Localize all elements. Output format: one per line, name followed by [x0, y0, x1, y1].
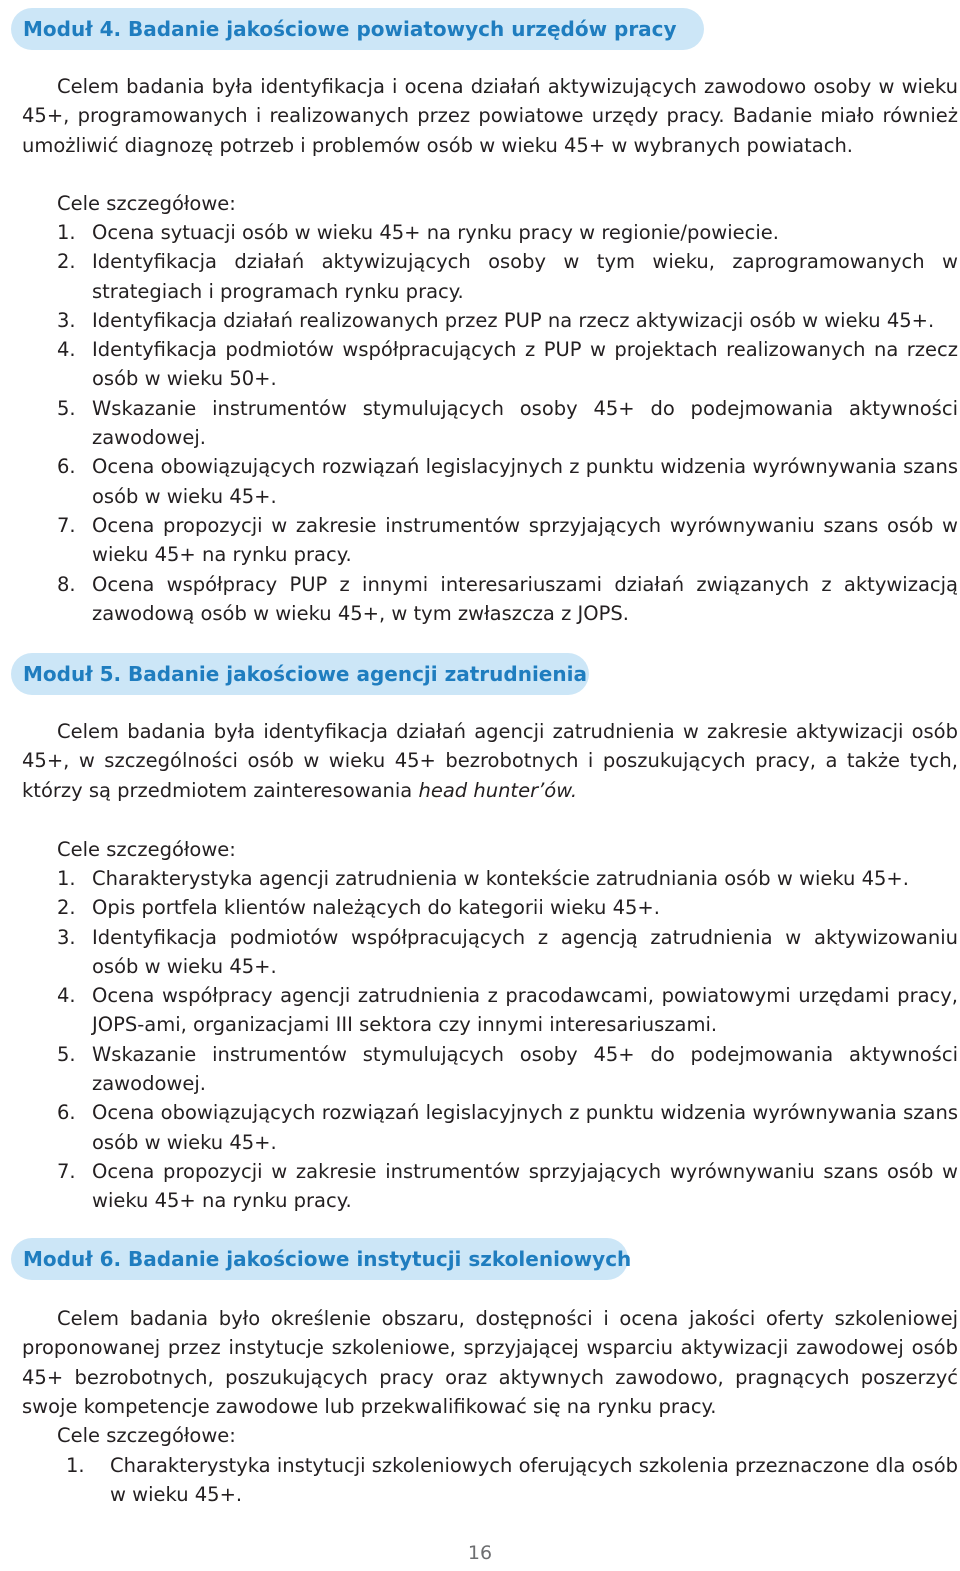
list-item: 3. Identyfikacja podmiotów współpracujących z agencją zatrudnienia w aktywizowaniu osób w wieku 45+.	[57, 925, 958, 978]
list-item: 6. Ocena obowiązujących rozwiązań legislacyjnych z punktu widzenia wyrównywania szans osób w wieku 45+.	[57, 455, 958, 508]
module-5-intro: Celem badania była identyfikacja działań agencji zatrudnienia w zakresie aktywizacji osób 45+, w szczególności osób w wieku 45+ bezrobotnych i poszukujących pracy, a także tych, którzy są przedmiotem zainteresowania head hunter’ów.	[22, 720, 958, 802]
list-item: 4. Ocena współpracy agencji zatrudnienia z pracodawcami, powiatowymi urzędami pracy, JOPS-ami, organizacjami III sektora czy innymi interesariuszami.	[57, 984, 958, 1037]
list-item: 7. Ocena propozycji w zakresie instrumentów sprzyjających wyrównywaniu szans osób w wieku 45+ na rynku pracy.	[57, 513, 958, 567]
list-item: 3. Identyfikacja działań realizowanych przez PUP na rzecz aktywizacji osób w wieku 45+.	[57, 308, 935, 332]
list-item: 6. Ocena obowiązujących rozwiązań legislacyjnych z punktu widzenia wyrównywania szans osób w wieku 45+.	[57, 1101, 958, 1154]
page-number: 16	[467, 1542, 493, 1564]
module-6-heading: Moduł 6. Badanie jakościowe instytucji szkoleniowych	[11, 1238, 628, 1280]
list-item: 8. Ocena współpracy PUP z innymi interesariuszami działań związanych z aktywizacją zawodową osób w wieku 45+, w tym zwłaszcza z JOPS.	[57, 572, 958, 625]
list-item: 7. Ocena propozycji w zakresie instrumentów sprzyjających wyrównywaniu szans osób w wieku 45+ na rynku pracy.	[57, 1159, 958, 1213]
module-4-intro: Celem badania była identyfikacja i ocena działań aktywizujących zawodowo osoby w wieku 45+, programowanych i realizowanych przez powiatowe urzędy pracy. Badanie miało również umożliwić diagnozę potrzeb i problemów osób w wieku 45+ w wybranych powiatach.	[22, 75, 958, 157]
list-item: 1. Ocena sytuacji osób w wieku 45+ na rynku pracy w regionie/powiecie.	[57, 221, 779, 244]
list-item: 5. Wskazanie instrumentów stymulujących osoby 45+ do podejmowania aktywności zawodowej.	[57, 396, 958, 450]
module-5-heading: Moduł 5. Badanie jakościowe agencji zatrudnienia	[11, 653, 589, 695]
module-4-goals-label: Cele szczegółowe:	[57, 192, 236, 215]
module-4-heading: Moduł 4. Badanie jakościowe powiatowych urzędów pracy	[11, 8, 704, 50]
list-item: 1. Charakterystyka instytucji szkoleniowych oferujących szkolenia przeznaczone dla osób w wieku 45+.	[66, 1454, 958, 1507]
module-6-goals-label: Cele szczegółowe:	[57, 1424, 236, 1447]
list-item: 1. Charakterystyka agencji zatrudnienia w kontekście zatrudniania osób w wieku 45+.	[57, 867, 909, 890]
module-6-intro: Celem badania było określenie obszaru, dostępności i ocena jakości oferty szkoleniowej proponowanej przez instytucje szkoleniowe, sprzyjającej wsparciu aktywizacji zawodowej osób 45+ bezrobotnych, poszukujących pracy oraz aktywnych zawodowo, pragnących poszerzyć swoje kompetencje zawodowe lub przekwalifikować się na rynku pracy.	[22, 1307, 958, 1418]
list-item: 5. Wskazanie instrumentów stymulujących osoby 45+ do podejmowania aktywności zawodowej.	[57, 1042, 958, 1096]
module-6-goals-list	[0, 1451, 958, 1510]
list-item: 2. Identyfikacja działań aktywizujących osoby w tym wieku, zaprogramowanych w strategiach i programach rynku pracy.	[57, 250, 958, 303]
module-5-goals-list	[0, 864, 958, 1216]
list-item: 2. Opis portfela klientów należących do kategorii wieku 45+.	[57, 896, 660, 920]
module-5-goals-label: Cele szczegółowe:	[57, 838, 236, 861]
module-4-goals-list	[0, 218, 958, 628]
list-item: 4. Identyfikacja podmiotów współpracujących z PUP w projektach realizowanych na rzecz osób w wieku 50+.	[57, 338, 958, 391]
